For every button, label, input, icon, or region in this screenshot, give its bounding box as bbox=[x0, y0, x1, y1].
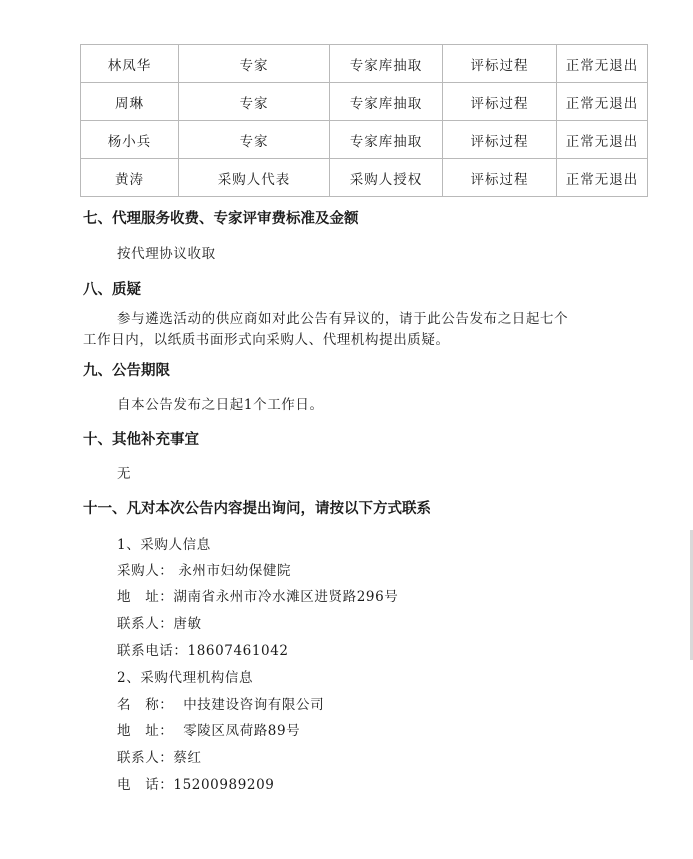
purchaser-address-value: 湖南省永州市冷水滩区进贤路296号 bbox=[173, 589, 399, 605]
agency-address-label: 地 址： bbox=[117, 723, 174, 739]
purchaser-contact-label: 联系人： bbox=[117, 616, 174, 632]
member-role-cell: 专家 bbox=[179, 121, 330, 159]
agency-phone-value: 15200989209 bbox=[173, 777, 275, 793]
table-row bbox=[81, 121, 648, 159]
selection-method-cell: 专家库抽取 bbox=[330, 121, 443, 159]
purchaser-phone-line bbox=[117, 639, 289, 659]
purchaser-address-label: 地 址： bbox=[117, 589, 174, 605]
member-name-cell: 周琳 bbox=[81, 83, 179, 121]
section-8-body-line1: 参与遴选活动的供应商如对此公告有异议的，请于此公告发布之日起七个 bbox=[117, 311, 569, 327]
member-name-cell: 杨小兵 bbox=[81, 121, 179, 159]
agency-address-line bbox=[117, 719, 300, 739]
section-9-title: 九、公告期限 bbox=[83, 363, 170, 379]
stage-cell: 评标过程 bbox=[443, 159, 557, 197]
agency-phone-label: 电 话： bbox=[117, 777, 174, 793]
purchaser-phone-label: 联系电话： bbox=[117, 643, 188, 659]
stage-cell: 评标过程 bbox=[443, 83, 557, 121]
status-cell: 正常无退出 bbox=[557, 45, 648, 83]
table-row bbox=[81, 83, 648, 121]
purchaser-name-label: 采购人： bbox=[117, 563, 174, 579]
agency-phone-line bbox=[117, 773, 275, 793]
section-10-title: 十、其他补充事宜 bbox=[83, 432, 199, 448]
member-name-cell: 林凤华 bbox=[81, 45, 179, 83]
status-cell: 正常无退出 bbox=[557, 83, 648, 121]
purchaser-name-line bbox=[117, 559, 291, 579]
member-role-cell: 采购人代表 bbox=[179, 159, 330, 197]
section-7-title: 七、代理服务收费、专家评审费标准及金额 bbox=[83, 211, 359, 227]
agency-contact-value: 蔡红 bbox=[173, 750, 202, 766]
selection-method-cell: 专家库抽取 bbox=[330, 45, 443, 83]
member-role-cell: 专家 bbox=[179, 45, 330, 83]
table-row bbox=[81, 45, 648, 83]
status-cell: 正常无退出 bbox=[557, 159, 648, 197]
section-7-body: 按代理协议收取 bbox=[117, 246, 216, 262]
status-cell: 正常无退出 bbox=[557, 121, 648, 159]
purchaser-contact-line bbox=[117, 612, 202, 632]
agency-name-label: 名 称： bbox=[117, 697, 174, 713]
agency-contact-label: 联系人： bbox=[117, 750, 174, 766]
purchaser-address-line bbox=[117, 585, 398, 605]
purchaser-phone-value: 18607461042 bbox=[187, 643, 289, 659]
section-8-body-line2: 工作日内，以纸质书面形式向采购人、代理机构提出质疑。 bbox=[83, 332, 450, 348]
table-row bbox=[81, 159, 648, 197]
section-9-body: 自本公告发布之日起1个工作日。 bbox=[117, 397, 324, 413]
agency-name-value: 中技建设咨询有限公司 bbox=[183, 697, 325, 713]
agency-name-line bbox=[117, 693, 324, 713]
member-name-cell: 黄涛 bbox=[81, 159, 179, 197]
section-11-title: 十一、凡对本次公告内容提出询问，请按以下方式联系 bbox=[83, 501, 431, 517]
agency-address-value: 零陵区凤荷路89号 bbox=[183, 723, 301, 739]
stage-cell: 评标过程 bbox=[443, 45, 557, 83]
member-role-cell: 专家 bbox=[179, 83, 330, 121]
agency-contact-line bbox=[117, 746, 202, 766]
evaluation-panel-table bbox=[80, 44, 648, 197]
section-10-body: 无 bbox=[117, 466, 132, 482]
purchaser-contact-value: 唐敏 bbox=[173, 616, 202, 632]
purchaser-info-heading: 1、采购人信息 bbox=[117, 537, 211, 553]
selection-method-cell: 专家库抽取 bbox=[330, 83, 443, 121]
selection-method-cell: 采购人授权 bbox=[330, 159, 443, 197]
agency-info-heading: 2、采购代理机构信息 bbox=[117, 670, 254, 686]
section-8-title: 八、质疑 bbox=[83, 282, 141, 298]
stage-cell: 评标过程 bbox=[443, 121, 557, 159]
purchaser-name-value: 永州市妇幼保健院 bbox=[178, 563, 292, 579]
